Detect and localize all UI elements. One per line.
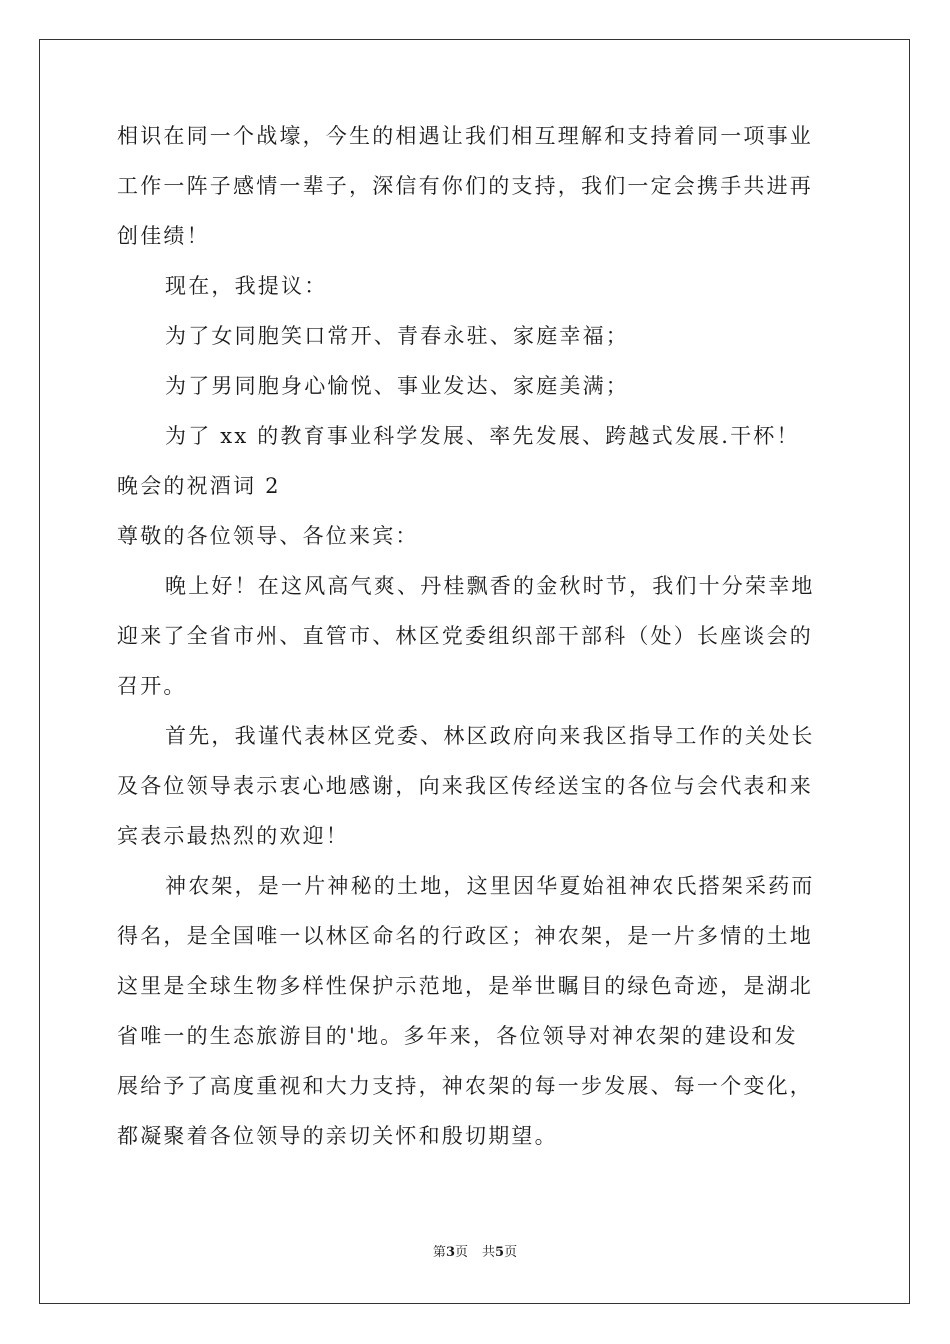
footer-total-pages: 5 (495, 1245, 505, 1260)
text-line: 及各位领导表示衷心地感谢，向来我区传经送宝的各位与会代表和来 (117, 774, 813, 798)
text-line: 相识在同一个战壕，今生的相遇让我们相互理解和支持着同一项事业 (117, 124, 813, 148)
text-line: 召开。 (117, 674, 187, 698)
text-line: 尊敬的各位领导、各位来宾： (117, 524, 419, 548)
footer-prefix: 第 (432, 1245, 446, 1260)
text-line: 这里是全球生物多样性保护示范地，是举世瞩目的绿色奇迹，是湖北 (117, 974, 813, 998)
footer-page-word: 页 (454, 1245, 468, 1260)
footer-total-suffix: 页 (504, 1245, 518, 1260)
document-body (117, 126, 837, 1176)
page-footer (0, 1245, 950, 1261)
text-line: 晚会的祝酒词 2 (117, 474, 281, 498)
text-line: 晚上好！在这风高气爽、丹桂飘香的金秋时节，我们十分荣幸地 (165, 574, 815, 598)
text-line: 现在，我提议： (165, 274, 328, 298)
footer-current-page: 3 (445, 1245, 455, 1260)
text-line: 得名，是全国唯一以林区命名的行政区；神农架，是一片多情的土地 (117, 924, 813, 948)
text-line: 省唯一的生态旅游目的'地。多年来，各位领导对神农架的建设和发 (117, 1024, 798, 1048)
text-line: 宾表示最热烈的欢迎！ (117, 824, 349, 848)
text-line: 为了女同胞笑口常开、青春永驻、家庭幸福； (165, 324, 629, 348)
text-line: 神农架，是一片神秘的土地，这里因华夏始祖神农氏搭架采药而 (165, 874, 815, 898)
text-line: 创佳绩！ (117, 224, 210, 248)
footer-total-prefix: 共 (482, 1245, 496, 1260)
text-line: 迎来了全省市州、直管市、林区党委组织部干部科（处）长座谈会的 (117, 624, 813, 648)
text-line: 为了 xx 的教育事业科学发展、率先发展、跨越式发展.干杯！ (165, 424, 800, 448)
text-line: 都凝聚着各位领导的亲切关怀和殷切期望。 (117, 1124, 558, 1148)
text-line: 工作一阵子感情一辈子，深信有你们的支持，我们一定会携手共进再 (117, 174, 813, 198)
text-line: 展给予了高度重视和大力支持，神农架的每一步发展、每一个变化， (117, 1074, 813, 1098)
text-line: 为了男同胞身心愉悦、事业发达、家庭美满； (165, 374, 629, 398)
text-line: 首先，我谨代表林区党委、林区政府向来我区指导工作的关处长 (165, 724, 815, 748)
